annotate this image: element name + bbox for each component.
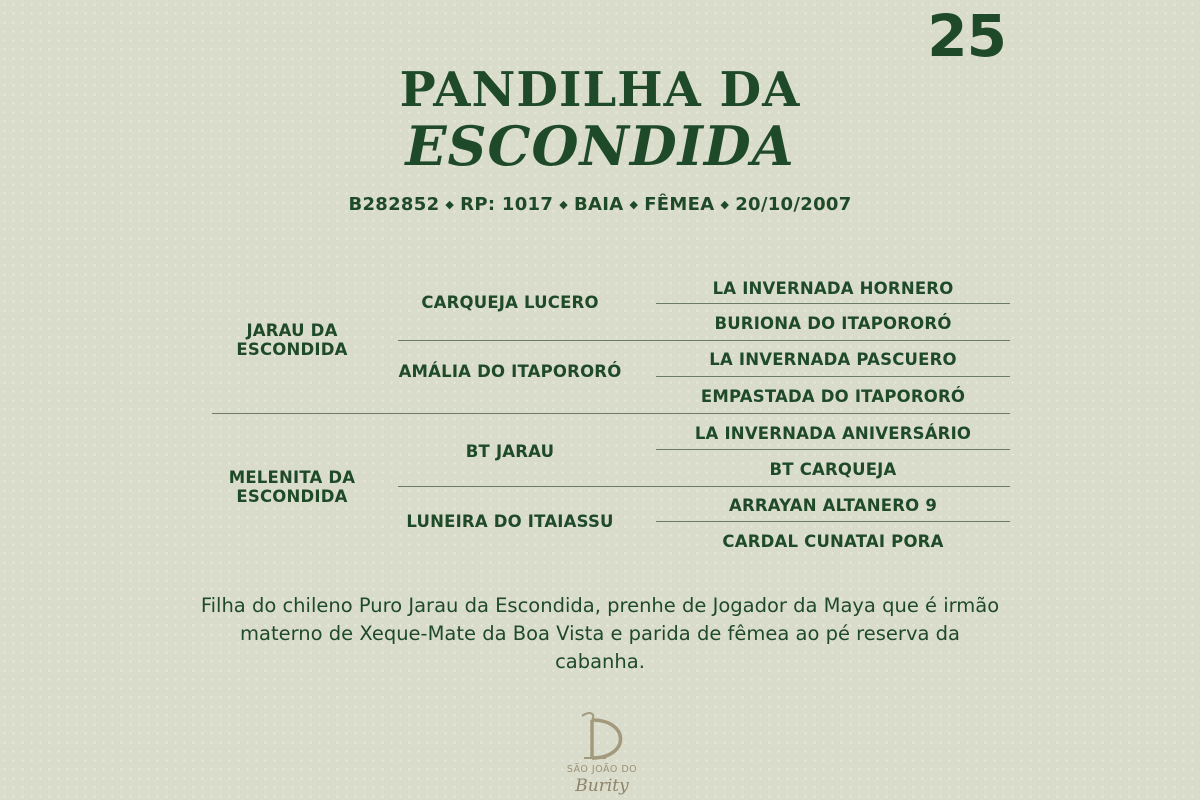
pedigree-dam: MELENITA DA ESCONDIDA bbox=[228, 468, 356, 506]
separator-diamond: ◆ bbox=[629, 198, 639, 211]
pedigree-sire: JARAU DA ESCONDIDA bbox=[236, 321, 348, 359]
divider bbox=[656, 303, 1010, 304]
brand-logo bbox=[560, 708, 644, 800]
pedigree-grandparent: LUNEIRA DO ITAIASSU bbox=[406, 512, 614, 531]
registration-code: B282852 bbox=[348, 194, 440, 215]
animal-name-line2: ESCONDIDA bbox=[405, 114, 795, 178]
pedigree-great-grandparent: BT CARQUEJA bbox=[769, 460, 897, 479]
coat-color: BAIA bbox=[573, 194, 624, 215]
pedigree-grandparent: CARQUEJA LUCERO bbox=[421, 293, 599, 312]
separator-diamond: ◆ bbox=[445, 198, 455, 211]
pedigree-great-grandparent: LA INVERNADA HORNERO bbox=[712, 279, 954, 298]
divider bbox=[656, 521, 1010, 522]
divider bbox=[398, 340, 1010, 341]
divider bbox=[656, 449, 1010, 450]
pedigree-great-grandparent: ARRAYAN ALTANERO 9 bbox=[729, 496, 937, 515]
separator-diamond: ◆ bbox=[559, 198, 568, 211]
pedigree-great-grandparent: EMPASTADA DO ITAPORORÓ bbox=[700, 387, 966, 406]
separator-diamond: ◆ bbox=[720, 198, 730, 211]
divider bbox=[398, 486, 1010, 487]
pedigree-great-grandparent: BURIONA DO ITAPORORÓ bbox=[714, 314, 952, 333]
logo-script: Burity bbox=[575, 776, 629, 796]
pedigree-grandparent: AMÁLIA DO ITAPORORÓ bbox=[398, 362, 622, 381]
registration-info bbox=[0, 194, 1200, 215]
rp-number: RP: 1017 bbox=[460, 194, 554, 215]
pedigree-great-grandparent: LA INVERNADA ANIVERSÁRIO bbox=[694, 424, 972, 443]
birth-date: 20/10/2007 bbox=[735, 194, 852, 215]
pedigree-great-grandparent: CARDAL CUNATAI PORA bbox=[722, 532, 944, 551]
pedigree-great-grandparent: LA INVERNADA PASCUERO bbox=[709, 350, 957, 369]
lot-number: 25 bbox=[927, 2, 1006, 70]
pedigree-grandparent: BT JARAU bbox=[465, 442, 555, 461]
logo-text: SÃO JOÃO DO bbox=[566, 764, 638, 775]
animal-name-line1: PANDILHA DA bbox=[399, 62, 801, 118]
d-letter-logo-icon bbox=[560, 708, 644, 764]
divider bbox=[656, 376, 1010, 377]
lot-description: Filha do chileno Puro Jarau da Escondida, prenhe de Jogador da Maya que é irmão materno de Xeque-Mate da Boa Vista e parida de fêmea ao pé reserva da cabanha. bbox=[200, 594, 1000, 673]
sex: FÊMEA bbox=[644, 194, 715, 215]
divider bbox=[212, 413, 1010, 414]
